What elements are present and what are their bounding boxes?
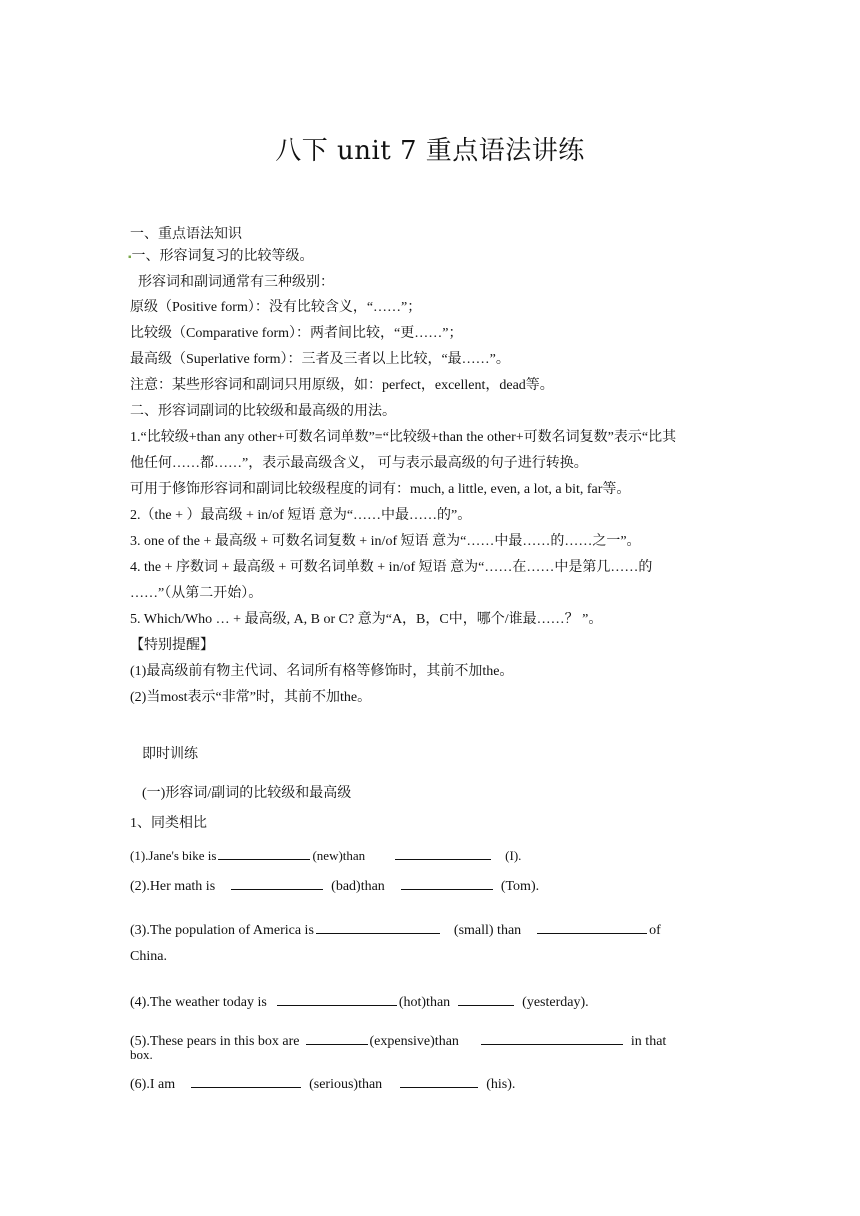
answer-blank[interactable] xyxy=(218,845,310,860)
bullet-dot-icon: ▪ xyxy=(128,252,132,263)
positive-form-line: 原级（Positive form）：没有比较含义，“……”； xyxy=(130,300,422,315)
reminder-heading: 【特别提醒】 xyxy=(130,638,214,653)
modifiers-line: 可用于修饰形容词和副词比较级程度的词有：much, a little, even, a lot, a bit, far等。 xyxy=(130,482,631,497)
answer-blank[interactable] xyxy=(306,1030,368,1045)
rule-3-line: 3. one of the + 最高级 + 可数名词复数 + in/of 短语 意为“……中最……的……之一”。 xyxy=(130,534,641,549)
practice-subheading: 1、同类相比 xyxy=(130,816,207,831)
exercise-1: (1).Jane's bike is (new)than (I). xyxy=(130,845,521,865)
answer-blank[interactable] xyxy=(191,1073,301,1088)
superlative-form-line: 最高级（Superlative form）：三者及三者以上比较，“最……”。 xyxy=(130,352,510,367)
comparative-form-line: 比较级（Comparative form）：两者间比较，“更……”； xyxy=(130,326,463,341)
exercise-6: (6).I am (serious)than (his). xyxy=(130,1073,515,1094)
answer-blank[interactable] xyxy=(400,1073,478,1088)
exercise-3-continued: China. xyxy=(130,949,167,964)
reminder-2: (2)当most表示“非常”时，其前不加the。 xyxy=(130,690,372,705)
answer-blank[interactable] xyxy=(458,991,514,1006)
exercise-3: (3).The population of America is (small) than of xyxy=(130,919,661,940)
page-title: 八下 unit 7 重点语法讲练 xyxy=(275,136,585,166)
answer-blank[interactable] xyxy=(231,875,323,890)
exercise-5-continued: box. xyxy=(130,1047,153,1062)
exercise-2: (2).Her math is (bad)than (Tom). xyxy=(130,875,539,896)
reminder-1: (1)最高级前有物主代词、名词所有格等修饰时，其前不加the。 xyxy=(130,664,514,679)
rule-4-line-a: 4. the + 序数词 + 最高级 + 可数名词单数 + in/of 短语 意为“……在……中是第几……的 xyxy=(130,560,653,575)
answer-blank[interactable] xyxy=(481,1030,623,1045)
rule-4-line-b: ……”（从第二开始）。 xyxy=(130,586,263,601)
rule-2-line: 2.（the + ）最高级 + in/of 短语 意为“……中最……的”。 xyxy=(130,508,472,523)
rule-1-line-a: 1.“比较级+than any other+可数名词单数”=“比较级+than the other+可数名词复数”表示“比其 xyxy=(130,430,677,445)
subsection-heading-2: 二、形容词副词的比较级和最高级的用法。 xyxy=(130,404,396,419)
practice-heading: 即时训练 xyxy=(142,747,198,762)
practice-part-heading: (一)形容词/副词的比较级和最高级 xyxy=(142,786,352,801)
rule-1-line-b: 他任何……都……”，表示最高级含义， 可与表示最高级的句子进行转换。 xyxy=(130,456,588,471)
answer-blank[interactable] xyxy=(537,919,647,934)
section-heading: 一、重点语法知识 xyxy=(130,227,242,242)
intro-text: 形容词和副词通常有三种级别： xyxy=(138,275,334,290)
exercise-5: (5).These pears in this box are (expensive)than in that xyxy=(130,1030,666,1051)
note-line: 注意：某些形容词和副词只用原级，如：perfect，excellent，dead等。 xyxy=(130,378,554,393)
exercise-4: (4).The weather today is (hot)than (yesterday). xyxy=(130,991,589,1012)
answer-blank[interactable] xyxy=(401,875,493,890)
rule-5-line: 5. Which/Who … + 最高级, A, B or C? 意为“A，B，C中，哪个/谁最……？ ”。 xyxy=(130,612,603,627)
subsection-heading-1: ▪一、形容词复习的比较等级。 xyxy=(128,249,314,264)
answer-blank[interactable] xyxy=(316,919,440,934)
answer-blank[interactable] xyxy=(395,845,491,860)
answer-blank[interactable] xyxy=(277,991,397,1006)
